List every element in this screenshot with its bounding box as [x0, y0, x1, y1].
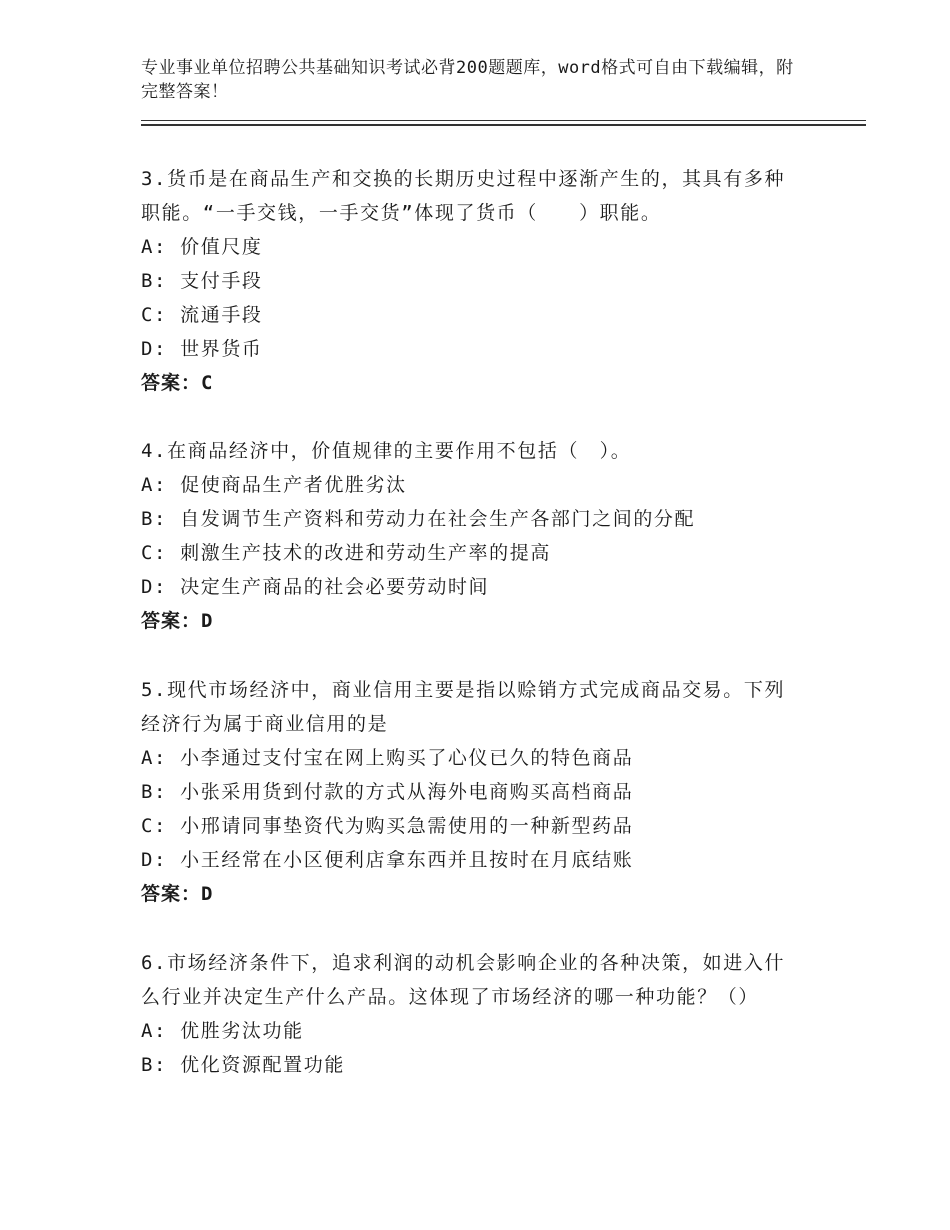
option-a: A: 小李通过支付宝在网上购买了心仪已久的特色商品: [141, 747, 634, 769]
answer-label: 答案：D: [141, 610, 214, 632]
option-c: C: 流通手段: [141, 304, 263, 326]
option-d: D: 世界货币: [141, 338, 263, 360]
option-a: A: 优胜劣汰功能: [141, 1020, 304, 1042]
question-6: [141, 946, 801, 1082]
option-d: D: 小王经常在小区便利店拿东西并且按时在月底结账: [141, 849, 634, 871]
answer-label: 答案：C: [141, 372, 214, 394]
option-c: C: 刺激生产技术的改进和劳动生产率的提高: [141, 542, 551, 564]
answer-label: 答案：D: [141, 883, 214, 905]
header-text: 专业事业单位招聘公共基础知识考试必背200题题库，word格式可自由下载编辑，附完整答案！: [141, 58, 794, 102]
option-c: C: 小邢请同事垫资代为购买急需使用的一种新型药品: [141, 815, 634, 837]
option-b: B: 支付手段: [141, 270, 263, 292]
option-a: A: 促使商品生产者优胜劣汰: [141, 474, 407, 496]
option-d: D: 决定生产商品的社会必要劳动时间: [141, 576, 490, 598]
question-4: [141, 434, 801, 638]
header-divider-thick: [141, 124, 866, 126]
option-b: B: 优化资源配置功能: [141, 1054, 345, 1076]
question-stem: 6.市场经济条件下，追求利润的动机会影响企业的各种决策，如进入什么行业并决定生产什么产品。这体现了市场经济的哪一种功能？（）: [141, 952, 786, 1008]
question-stem: 3.货币是在商品生产和交换的长期历史过程中逐渐产生的，其具有多种职能。“一手交钱，一手交货”体现了货币（ ）职能。: [141, 168, 786, 224]
option-b: B: 自发调节生产资料和劳动力在社会生产各部门之间的分配: [141, 508, 696, 530]
header-divider: [141, 120, 866, 121]
document-header: [141, 56, 801, 104]
question-5: [141, 673, 801, 911]
question-stem: 5.现代市场经济中，商业信用主要是指以赊销方式完成商品交易。下列经济行为属于商业信用的是: [141, 679, 786, 735]
question-3: [141, 162, 801, 400]
question-stem: 4.在商品经济中，价值规律的主要作用不包括（ ）。: [141, 440, 632, 462]
option-a: A: 价值尺度: [141, 236, 263, 258]
option-b: B: 小张采用货到付款的方式从海外电商购买高档商品: [141, 781, 634, 803]
